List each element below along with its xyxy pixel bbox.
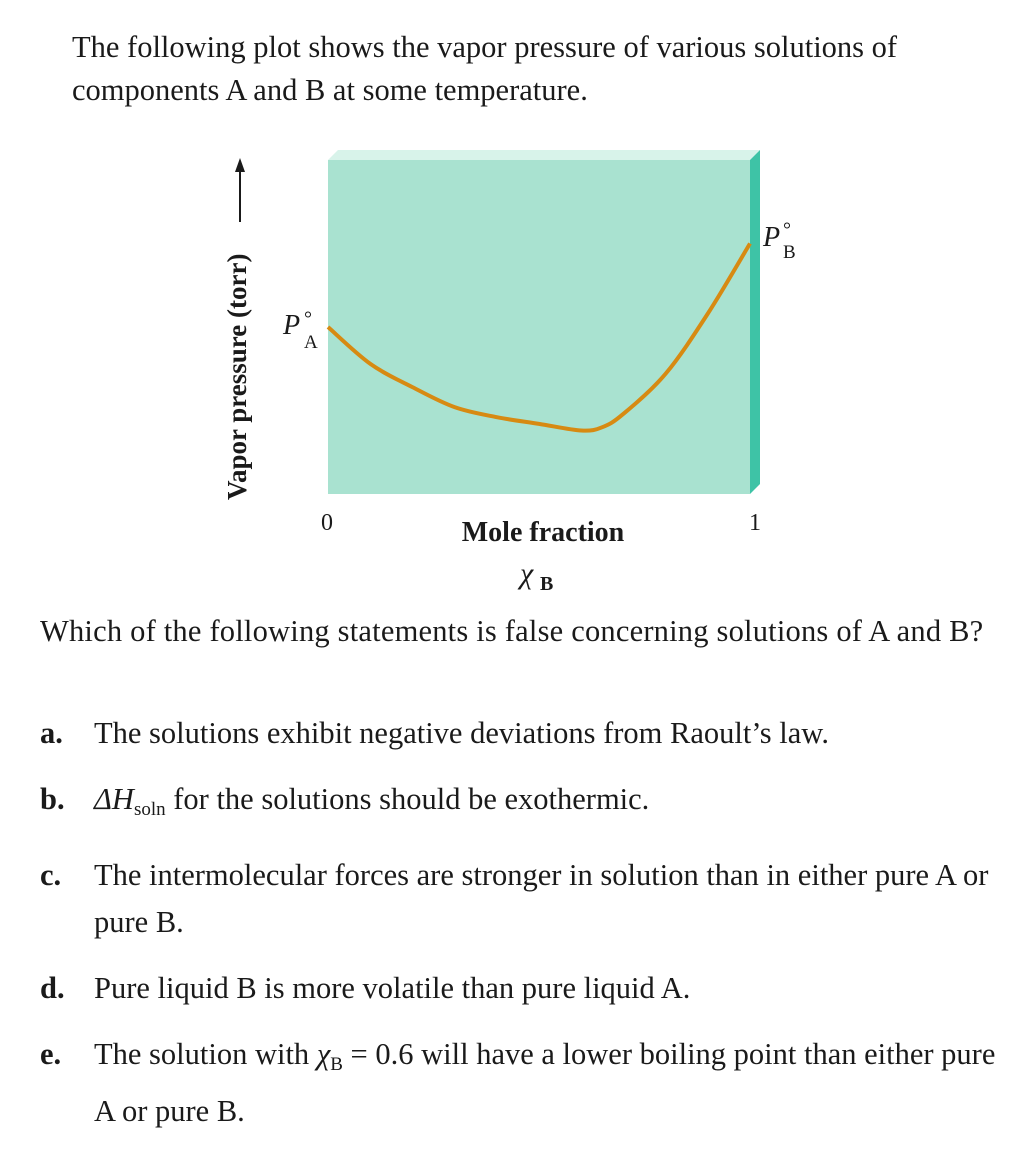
- svg-text:°: °: [783, 219, 791, 241]
- delta-h-symbol: ΔH: [94, 782, 134, 816]
- option-letter: c.: [40, 858, 62, 892]
- option-text: The solutions exhibit negative deviations from Raoult’s law.: [94, 716, 829, 750]
- option-letter: e.: [40, 1037, 62, 1071]
- plot-top-edge: [328, 150, 760, 160]
- option-letter: b.: [40, 782, 65, 816]
- option-letter: a.: [40, 716, 63, 750]
- option-c: [40, 852, 1000, 946]
- svg-text:P: P: [283, 310, 301, 341]
- svg-text:χ: χ: [520, 557, 534, 590]
- x-tick-0: 0: [321, 510, 333, 536]
- intro-text: The following plot shows the vapor pressure of various solutions of components A and B at some temperature.: [72, 30, 898, 107]
- plot-area: [328, 160, 750, 494]
- option-text: = 0.6 will have a lower boiling point than either pure A or pure B.: [94, 1037, 996, 1128]
- option-a: [40, 710, 1000, 757]
- option-d: [40, 965, 1000, 1012]
- option-text-prefix: The solution with: [94, 1037, 317, 1071]
- svg-text:B: B: [783, 242, 796, 263]
- svg-text:A: A: [304, 332, 318, 353]
- answer-options: [40, 710, 1000, 1154]
- option-text: for the solutions should be exothermic.: [165, 782, 650, 816]
- svg-text:B: B: [540, 573, 554, 595]
- option-e: [40, 1031, 1000, 1135]
- x-tick-1: 1: [749, 510, 761, 536]
- p-b-label: [762, 219, 796, 263]
- x-axis-symbol: [517, 557, 553, 595]
- plot-side-wall: [750, 150, 760, 494]
- y-axis-arrow: [235, 158, 245, 222]
- delta-h-subscript: soln: [133, 799, 166, 820]
- svg-text:°: °: [304, 308, 312, 330]
- option-text: Pure liquid B is more volatile than pure liquid A.: [94, 971, 691, 1005]
- y-axis-label: Vapor pressure (torr): [222, 253, 252, 500]
- option-text: The intermolecular forces are stronger in solution than in either pure A or pure B.: [94, 858, 989, 939]
- vapor-pressure-chart: [0, 140, 1011, 600]
- chi-symbol: χ: [316, 1037, 331, 1071]
- question-text: Which of the following statements is false concerning solutions of A and B?: [40, 614, 984, 648]
- p-a-label: [282, 308, 318, 353]
- option-b: [40, 776, 1000, 833]
- option-letter: d.: [40, 971, 65, 1005]
- chi-subscript: B: [330, 1054, 343, 1075]
- svg-text:P: P: [763, 222, 781, 253]
- x-axis-label: Mole fraction: [461, 517, 625, 548]
